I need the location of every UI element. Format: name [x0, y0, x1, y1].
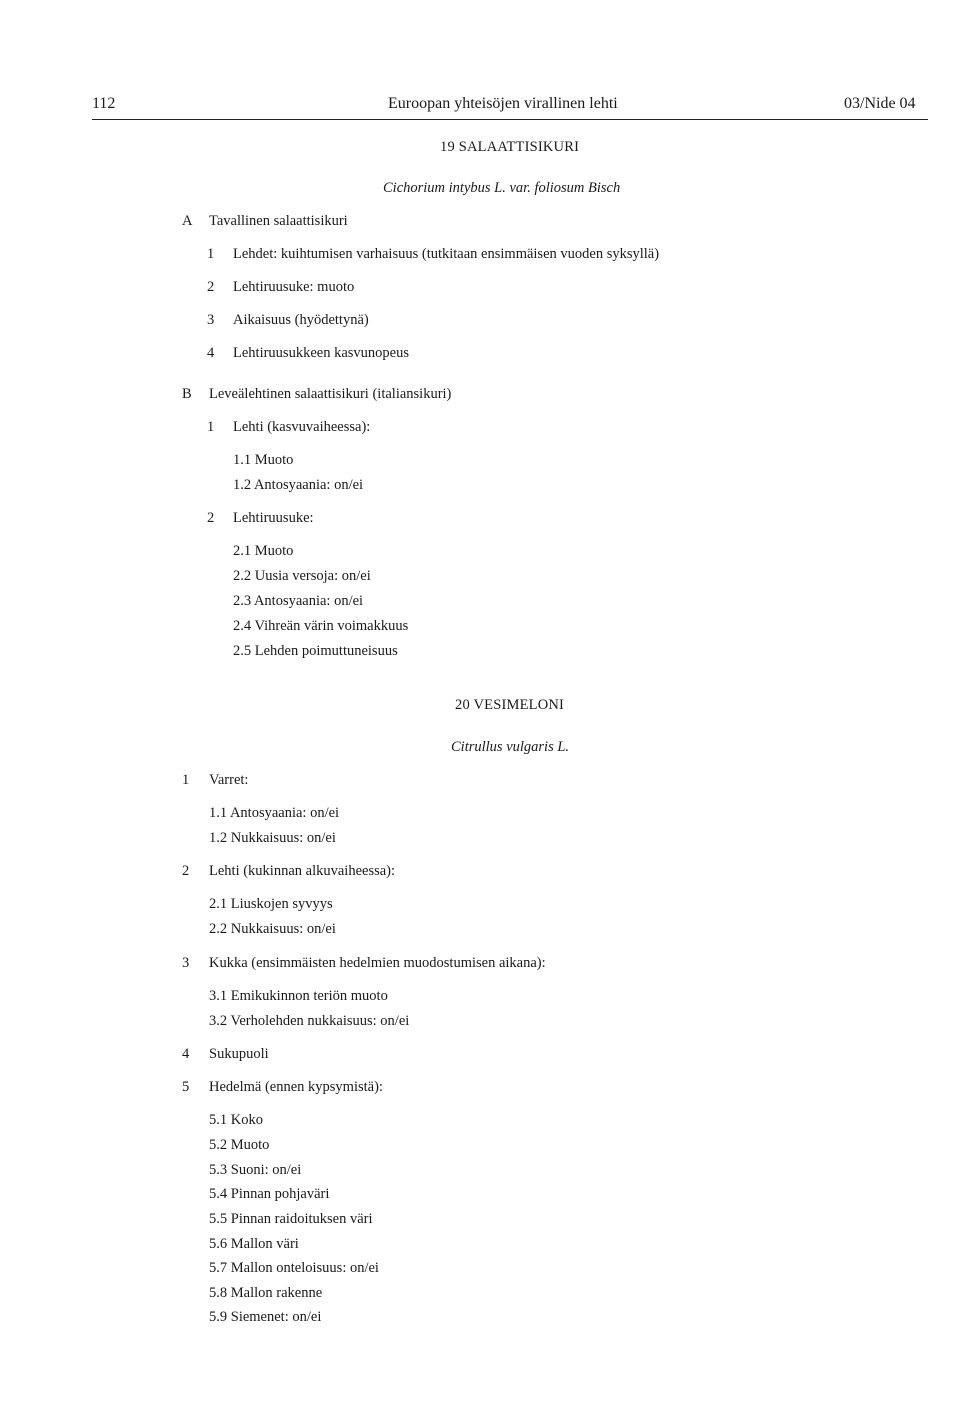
- section-19-title: 19 SALAATTISIKURI: [440, 139, 580, 155]
- section-20-subitem: 1.1 Antosyaania: on/ei: [209, 805, 340, 821]
- group-b-subitem: 2.5 Lehden poimuttuneisuus: [233, 643, 398, 659]
- page-number: 112: [92, 95, 116, 112]
- section-20-item-num: 5: [182, 1079, 190, 1095]
- group-b-subitem: 2.1 Muoto: [233, 543, 294, 559]
- section-20-item-num: 2: [182, 863, 190, 879]
- section-20-item-text: Lehti (kukinnan alkuvaiheessa):: [209, 863, 396, 879]
- section-20-subitem: 5.2 Muoto: [209, 1137, 270, 1153]
- section-20-subitem: 5.4 Pinnan pohjaväri: [209, 1186, 330, 1202]
- section-20-subitem: 2.2 Nukkaisuus: on/ei: [209, 921, 336, 937]
- section-20-subitem: 5.6 Mallon väri: [209, 1236, 299, 1252]
- group-b-item-text: Lehti (kasvuvaiheessa):: [233, 419, 371, 435]
- section-20-latin-name: Citrullus vulgaris L.: [451, 739, 570, 755]
- group-a-item-num: 2: [207, 279, 215, 295]
- group-b-item-text: Lehtiruusuke:: [233, 510, 314, 526]
- section-20-subitem: 2.1 Liuskojen syvyys: [209, 896, 333, 912]
- group-b-subitem: 2.4 Vihreän värin voimakkuus: [233, 618, 409, 634]
- group-b-subitem: 2.3 Antosyaania: on/ei: [233, 593, 364, 609]
- section-20-subitem: 5.8 Mallon rakenne: [209, 1285, 323, 1301]
- section-20-subitem: 5.9 Siemenet: on/ei: [209, 1309, 322, 1325]
- header-rule: [92, 119, 928, 120]
- section-20-item-num: 1: [182, 772, 190, 788]
- group-a-item-num: 1: [207, 246, 215, 262]
- group-a-item-text: Lehdet: kuihtumisen varhaisuus (tutkitaan ensimmäisen vuoden syksyllä): [233, 246, 660, 262]
- group-b-label: Leveälehtinen salaattisikuri (italiansikuri): [209, 386, 452, 402]
- group-b-letter: B: [182, 386, 192, 402]
- section-20-item-text: Kukka (ensimmäisten hedelmien muodostumisen aikana):: [209, 955, 546, 971]
- section-19-latin-name: Cichorium intybus L. var. foliosum Bisch: [383, 180, 621, 196]
- section-20-title: 20 VESIMELONI: [455, 697, 565, 713]
- group-a-item-text: Lehtiruusuke: muoto: [233, 279, 355, 295]
- section-20-subitem: 5.1 Koko: [209, 1112, 263, 1128]
- group-a-item-text: Lehtiruusukkeen kasvunopeus: [233, 345, 409, 361]
- group-a-label: Tavallinen salaattisikuri: [209, 213, 348, 229]
- group-b-subitem: 1.1 Muoto: [233, 452, 294, 468]
- group-a-item-num: 4: [207, 345, 215, 361]
- section-20-subitem: 1.2 Nukkaisuus: on/ei: [209, 830, 336, 846]
- group-b-item-num: 1: [207, 419, 215, 435]
- section-20-item-num: 3: [182, 955, 190, 971]
- section-20-subitem: 5.3 Suoni: on/ei: [209, 1162, 302, 1178]
- section-20-item-text: Sukupuoli: [209, 1046, 269, 1062]
- group-b-subitem: 1.2 Antosyaania: on/ei: [233, 477, 364, 493]
- section-20-item-num: 4: [182, 1046, 190, 1062]
- section-20-subitem: 5.5 Pinnan raidoituksen väri: [209, 1211, 373, 1227]
- journal-title: Euroopan yhteisöjen virallinen lehti: [388, 95, 618, 112]
- section-20-item-text: Varret:: [209, 772, 249, 788]
- volume-label: 03/Nide 04: [844, 95, 916, 112]
- section-20-subitem: 5.7 Mallon onteloisuus: on/ei: [209, 1260, 379, 1276]
- group-b-item-num: 2: [207, 510, 215, 526]
- group-a-item-text: Aikaisuus (hyödettynä): [233, 312, 369, 328]
- section-20-subitem: 3.2 Verholehden nukkaisuus: on/ei: [209, 1013, 410, 1029]
- group-a-letter: A: [182, 213, 193, 229]
- section-20-subitem: 3.1 Emikukinnon teriön muoto: [209, 988, 388, 1004]
- group-b-subitem: 2.2 Uusia versoja: on/ei: [233, 568, 371, 584]
- group-a-item-num: 3: [207, 312, 215, 328]
- section-20-item-text: Hedelmä (ennen kypsymistä):: [209, 1079, 383, 1095]
